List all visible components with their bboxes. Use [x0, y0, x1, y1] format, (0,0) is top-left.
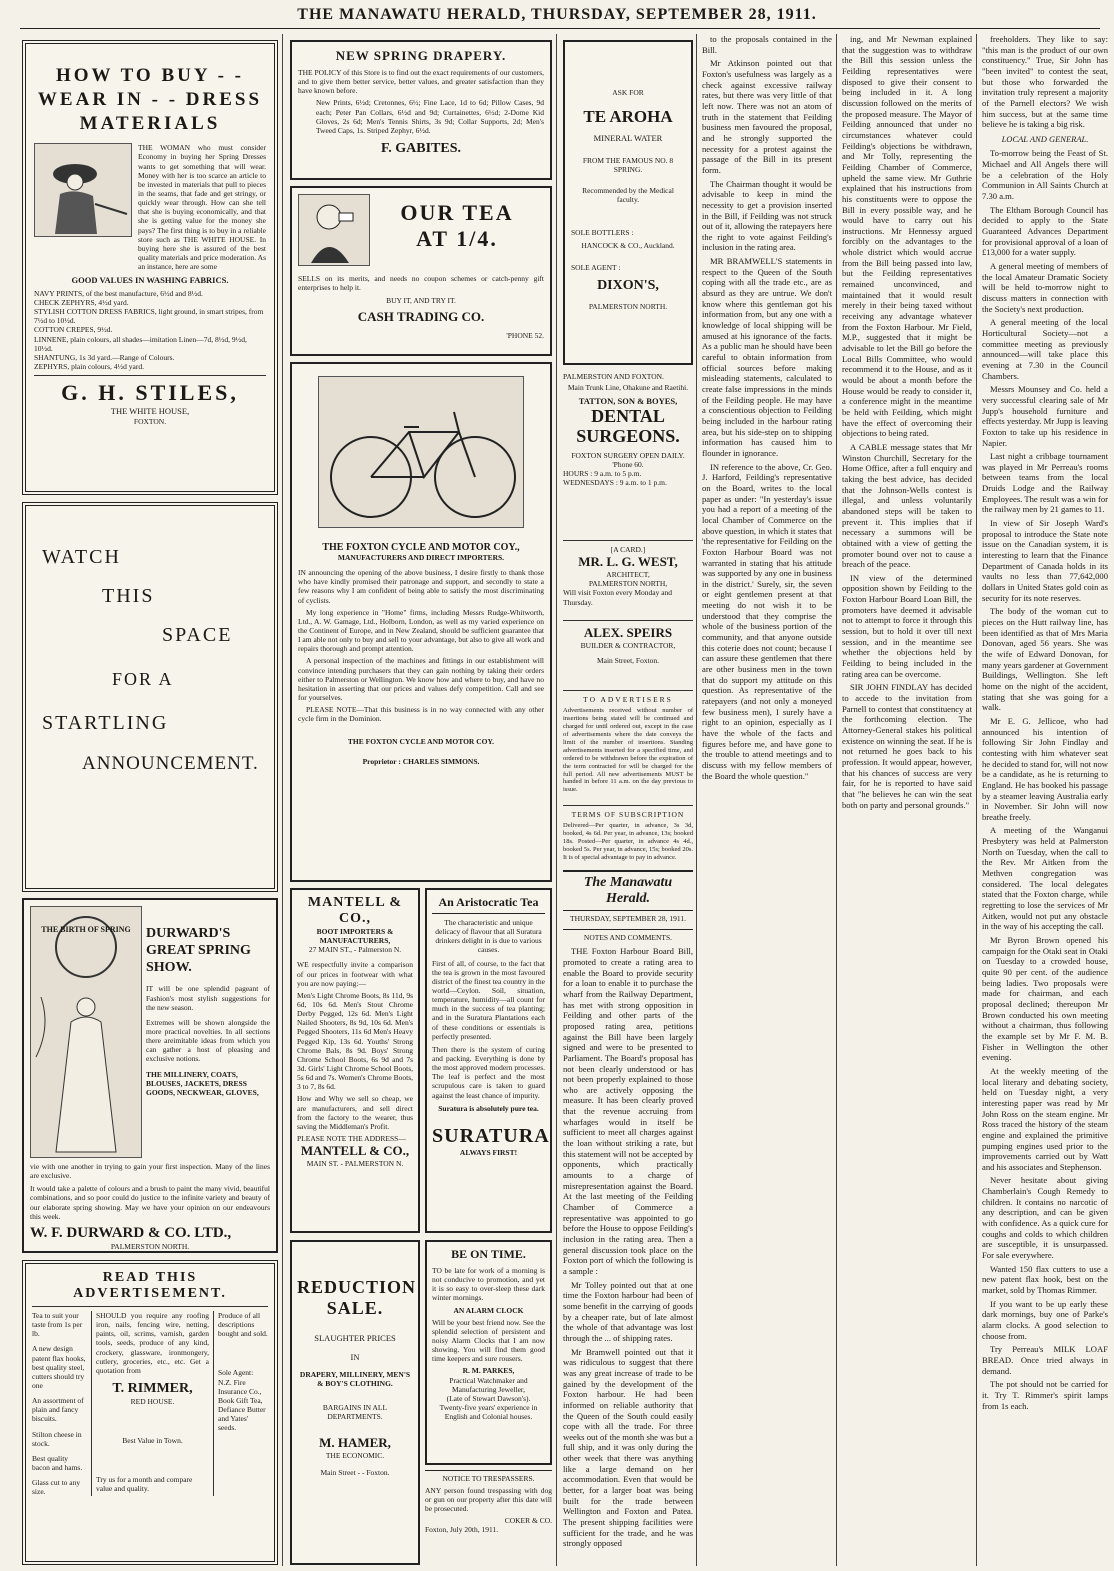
- editorial-column-1: [563, 870, 693, 1566]
- ad-text: Then there is the system of curing and packing. Everything is done by the most approved modern processes. The leaf is perfect and the most scrupulous care is taken to guard against the least chance of impurity.: [432, 1044, 545, 1100]
- ad-line: FROM THE FAMOUS NO. 8 SPRING.: [582, 155, 674, 174]
- paragraph: To-morrow being the Feast of St. Michael and All Angels there will be a celebration of the Holy Communion in All Saints Church at 7.30 a.m.: [982, 148, 1108, 202]
- ad-address: MAIN ST. - PALMERSTON N.: [306, 1159, 404, 1169]
- ad-sub: MINERAL WATER: [593, 133, 663, 144]
- list-item: A new design patent flax hooks, best quality steel, cutters should try one: [32, 1344, 86, 1390]
- ad-text: My long experience in "Home" firms, including Messrs Rudge-Whitworth, Ltd., A. W. Gamage, Ltd., Holborn, London, as well as my varied experience on the Continent of Europe, and in New Zealand, should be sufficient guarantee that I am able not only to buy and sell to your advantage, but also to give all work and repairs thorough and prompt attention.: [298, 607, 544, 654]
- ad-cycle: [290, 362, 552, 882]
- column-rule: [976, 34, 977, 1566]
- ad-suratura: [425, 888, 552, 1233]
- ad-line: SOLE BOTTLERS :: [571, 228, 634, 238]
- ad-line: PALMERSTON NORTH,: [588, 579, 668, 589]
- ad-line: IN: [350, 1351, 360, 1362]
- paragraph: If you want to be up early these dark mornings, buy one of Parke's alarm clocks. A good selection to choose from.: [982, 1298, 1108, 1341]
- ad-text: THE POLICY of this Store is to find out the exact requirements of our customers, and to give them better service, better values, and greater satisfaction than they have known before.: [298, 68, 544, 96]
- article: [842, 34, 972, 810]
- paragraph: Wanted 150 flax cutters to use a new patent flax hook, best on the market, sold by Thomas Rimmer.: [982, 1263, 1108, 1296]
- column-rule: [836, 34, 837, 1566]
- editorial-column-3: [842, 34, 972, 1566]
- watch-line: THIS: [102, 585, 155, 607]
- ad-dress-materials: [22, 40, 278, 495]
- firm-name: MR. L. G. WEST,: [578, 554, 678, 570]
- notice-text: Delivered—Per quarter, in advance, 3s 3d, booked, 4s 6d. Per year, in advance, 13s; booked 18s. Posted—Per quarter, in advance 4s 4d., booked 5s. Per year, in advance, 15s; booked 20s. It is of special advantage to pay in advance.: [563, 822, 693, 861]
- watch-line: SPACE: [162, 624, 233, 646]
- firm-name: R. M. PARKES,: [462, 1366, 515, 1376]
- ad-text: SELLS on its merits, and needs no coupon schemes or catch-penny gift enterprises to help it.: [298, 274, 544, 293]
- firm-sub: THE WHITE HOUSE,: [110, 406, 190, 417]
- ad-line: ASK FOR: [612, 88, 644, 97]
- masthead: THE MANAWATU HERALD, THURSDAY, SEPTEMBER 28, 1911.: [297, 6, 817, 23]
- ad-line: Main Street, Foxton.: [596, 656, 660, 666]
- ad-text: It would take a palette of colours and a brush to paint the many vivid, beautiful combinations, and so poor could do justice to the infinite variety and beauty of our elaborate spring showing. May we have your opinion on our endeavours this week.: [30, 1184, 270, 1221]
- ad-intro: THE WOMAN who must consider Economy in buying her Spring Dresses wants to get something that will wear. Money with her is too scarce an article to be invested in materials that pull to pieces in the seams, that fade and get stringy, or quickly wear through. How can she tell that she is buying economically, and that she is getting value for the money she pays? The first thing is to buy in a reliable store such as THE WHITE HOUSE. In buying here she is assured of the best quality materials and price moderation. As an instance, here are some: [138, 143, 266, 272]
- firm-sub: Practical Watchmaker and Manufacturing Jeweller,: [449, 1375, 528, 1394]
- paragraph: to the proposals contained in the Bill.: [702, 34, 832, 55]
- rimmer-left: [32, 1311, 87, 1496]
- lady-illustration: [34, 143, 132, 237]
- paragraph: A general meeting of the local Horticultural Society—not a committee meeting as previously announced—will take place this evening at 7.30 in the Council Chambers.: [982, 317, 1108, 381]
- ad-text: WE respectfully invite a comparison of our prices in footwear with what you are now paying:—: [297, 960, 413, 988]
- ad-be-on-time: [425, 1240, 552, 1465]
- firm-name: TATTON, SON & BOYES,: [578, 396, 678, 407]
- list-item: CHECK ZEPHYRS, 4½d yard.: [34, 297, 129, 307]
- article: [563, 946, 693, 1549]
- ad-title: OUR TEA: [400, 200, 514, 225]
- ad-gabites: [290, 40, 552, 180]
- firm-name: T. RIMMER,: [112, 1380, 193, 1396]
- firm-sub: THE ECONOMIC.: [325, 1450, 385, 1460]
- firm-name: DIXON'S,: [597, 277, 659, 293]
- try-line: BUY IT, AND TRY IT.: [386, 296, 456, 306]
- ad-durward: [22, 898, 278, 1253]
- notice-title: NOTICE TO TRESPASSERS.: [425, 1470, 552, 1483]
- firm-town: PALMERSTON NORTH.: [110, 1241, 190, 1251]
- editorial-column-2: [702, 34, 832, 1566]
- ad-line: BUILDER & CONTRACTOR,: [580, 641, 676, 650]
- section-heading: NOTES AND COMMENTS.: [563, 929, 693, 942]
- article: [982, 34, 1108, 1411]
- list-item: NAVY PRINTS, of the best manufacture, 6½d and 8½d.: [34, 288, 203, 298]
- section-heading: LOCAL AND GENERAL.: [1001, 133, 1089, 144]
- ad-title: TE AROHA: [583, 107, 673, 127]
- firm-name: M. HAMER,: [319, 1434, 391, 1450]
- ad-title: DENTAL SURGEONS.: [576, 405, 680, 446]
- notice-text: ANY person found trespassing with dog or gun on our property after this date will be prosecuted.: [425, 1486, 552, 1514]
- paragraph: The body of the woman cut to pieces on the Hutt railway line, has been identified as that of Mrs Maria Donovan, aged 56 years. She was the wife of Edward Donovan, for many years gardener at Government Buildings, Wellington. She left home on the night of the accident, stating that she was going for a walk.: [982, 606, 1108, 713]
- list-item: Tea to suit your taste from 1s per lb.: [32, 1311, 83, 1339]
- column-rule: [696, 34, 697, 1566]
- ad-title: An Aristocratic Tea: [432, 895, 545, 914]
- ad-title: THE FOXTON CYCLE AND MOTOR COY.,: [322, 542, 520, 553]
- firm-house: RED HOUSE.: [130, 1396, 175, 1406]
- list-item: LINNENE, plain colours, all shades—imitation Linen—7d, 8½d, 9½d, 10½d.: [34, 334, 247, 353]
- ad-our-tea: [290, 186, 552, 356]
- paper-date: THURSDAY, SEPTEMBER 28, 1911.: [570, 914, 686, 923]
- list-item: Best quality bacon and hams.: [32, 1453, 83, 1472]
- ad-title: NEW SPRING DRAPERY.: [335, 48, 507, 63]
- ad-dentist: [563, 372, 693, 487]
- paragraph: The Eltham Borough Council has decided to apply to the State Guaranteed Advances Department for provisional approval of a loan of £13,000 for a water supply.: [982, 204, 1108, 258]
- firm-name: ALEX. SPEIRS: [583, 625, 673, 640]
- notice-advertisers: [563, 690, 693, 794]
- ad-address: 27 MAIN ST., - Palmerston N.: [308, 945, 402, 955]
- ad-text: A personal inspection of the machines and fittings in our establishment will convince intending purchasers that they can gain nothing by taking their orders either to Palmerston or Wellington. We know how and where to buy, and have no hesitation in asserting that our prices and values defy competition. Call and see for yourselves.: [298, 656, 544, 702]
- ad-title: HOW TO BUY - - WEAR IN - - DRESS MATERIALS: [37, 65, 263, 134]
- article: [702, 34, 832, 781]
- ad-line: HANCOCK & CO., Auckland.: [581, 241, 675, 251]
- ad-line: Recommended by the Medical faculty.: [582, 186, 674, 205]
- ad-te-aroha: [563, 40, 693, 365]
- proprietor: Proprietor : CHARLES SIMMONS.: [362, 756, 480, 766]
- ad-line: SLAUGHTER PRICES: [314, 1333, 396, 1343]
- ad-line: PALMERSTON AND FOXTON.: [563, 372, 664, 381]
- ad-title: SALE.: [326, 1298, 384, 1318]
- brand-tag: ALWAYS FIRST!: [459, 1147, 518, 1157]
- firm-town: FOXTON.: [133, 416, 167, 426]
- list-item: Stilton cheese in stock.: [32, 1429, 82, 1448]
- notice-date: Foxton, July 20th, 1911.: [425, 1524, 499, 1534]
- ad-text: The characteristic and unique delicacy of flavour that all Suratura drinkers delight in is due to various causes.: [435, 918, 542, 955]
- ad-sub: GOOD VALUES IN WASHING FABRICS.: [71, 275, 229, 286]
- paragraph: Mr Bramwell pointed out that it was ridiculous to suggest that there was any great increase of trade to be gained by the development of the Foxton harbour. He had been informed on reliable authority that the Queen of the South could easily cope with all the trade. For three weeks out of the month she was but a full ship, and it was only during the other week that there was anything like a large demand on her accommodation. Even that would be better, for a larger boat was being built for the trade between Wellington and Foxton and Patea. The present shipping facilities were sufficient for the trade, and he was strongly opposed: [563, 1346, 693, 1549]
- firm-exp: Twenty-five years' experience in English and Colonial houses.: [439, 1402, 538, 1422]
- list-item: Glass cut to any size.: [32, 1478, 81, 1497]
- ad-title: AT 1/4.: [416, 226, 498, 251]
- ad-line: Main Trunk Line, Ohakune and Raetihi.: [567, 383, 689, 393]
- firm-name: F. GABITES.: [380, 140, 461, 156]
- ad-list: THE MILLINERY, COATS, BLOUSES, JACKETS, DRESS GOODS, NECKWEAR, GLOVES,: [146, 1069, 259, 1097]
- ad-text: PLEASE NOTE—That this business is in no way connected with any other cycle firm in the Dominion.: [298, 705, 544, 724]
- ad-text: SHOULD you require any roofing iron, nails, fencing wire, netting, paints, oil, scrims, varnish, garden tools, seeds, produce of any kind, crockery, glassware, ironmongery, cutlery, groceries, etc., etc. Get a quotation from: [96, 1311, 209, 1375]
- notice-title: TERMS OF SUBSCRIPTION: [571, 810, 685, 819]
- paragraph: Try Perreau's MILK LOAF BREAD. Once tried always in demand.: [982, 1344, 1108, 1376]
- spring-banner: THE BIRTH OF SPRING: [41, 925, 131, 934]
- list-item: Sole Agent: N.Z. Fire Insurance Co., Book Gift Tea, Defiance Butter and Yates' seeds.: [218, 1368, 266, 1433]
- watch-line: STARTLING: [42, 712, 169, 734]
- notice-text: Advertisements received without number of insertions being stated will be continued and charged for until ordered out, except in the case of advertisements where the date conveys the limit of the number of insertions. Standing advertisements inserted for a specified time, and ordered to be withdrawn before the expiration of the term contracted for will be charged for the full period. All new advertisements MUST be handed in before 11 a.m. on the day previous to issue.: [563, 707, 693, 794]
- ad-text: TO be late for work of a morning is not conducive to promotion, and yet it is so easy to over-sleep these dark winter mornings.: [432, 1266, 545, 1303]
- ad-line: ARCHITECT,: [606, 570, 650, 580]
- ad-sub: BOOT IMPORTERS & MANUFACTURERS,: [316, 927, 394, 946]
- ad-line: FOXTON SURGERY OPEN DAILY.: [571, 450, 685, 460]
- firm-name: THE FOXTON CYCLE AND MOTOR COY.: [347, 737, 495, 747]
- paragraph: MR BRAMWELL'S statements in respect to the Queen of the South coping with all the trade etc., are as absurd as they are untrue. We don't know where this gentleman got his information from, but any one with a knowledge of local shipping will be amused at his ignorance of the facts. As a public man he should have been careful to obtain information from official sources before making misleading statements, calculated to create false impressions in the minds of the Feilding people. He may have a conscientious objection to Feilding being included in the harbour rating area, but his side-step on to shipping information has caused him to flounder in ignorance.: [702, 256, 832, 458]
- paragraph: IN reference to the above, Cr. Geo. J. Harford, Feilding's representative on the Board, writes to the local paper as under: "In yesterday's issue you had a report of a meeting of the local Chamber of Commerce on the above question, in which it states that 'the representative for Feilding on the Foxton Harbour Board was not warranted in stating that his attitude was supported by any one in business in the district.' Surely, sir, the seven or eight gentlemen present at that meeting do not wish it to be understood that they comprise the whole of the business portion of the community, and that anyone outside this coterie does not count; because I can assure these gentlemen that there are other business men in the town that do support my attitude on this question. As representative of the ratepayers (and not only a moneyed few business men), I surely have a right to an opinion, especially as I have the whole of the facts and figures before me, and have gone to the trouble to attend meetings and to discuss with my fellow members of the Board the whole question.": [702, 461, 832, 781]
- paragraph: Mr Tolley pointed out that at one time the Foxton harbour had been of some benefit in the carrying of goods by a cheaper rate, but of late almost the whole of that advantage was lost through the ... of shipping rates.: [563, 1279, 693, 1343]
- ad-west: [563, 540, 693, 607]
- ad-text: Will be your best friend now. See the splendid selection of persistent and noisy Alarm Clocks that I am now showing. You will find them good time keepers and sure rousers.: [432, 1317, 545, 1364]
- brand-name: SURATURA: [432, 1124, 550, 1147]
- ad-list: New Prints, 6½d; Cretonnes, 6½; Fine Lace, 1d to 6d; Pillow Cases, 9d each; Peter Pan Collars, 6½d and 9d; Curtainettes, 6½d; 2-Dome Kid Gloves, 2s 6d; Men's Tennis Shirts, 3s 9d; Collar Supports, 2d; Men's Tweed Caps, 1s. Striped Zephyr, 6½d.: [316, 98, 544, 135]
- paragraph: Mr Atkinson pointed out that Foxton's usefulness was largely as a check against excessive railway rates, but there was very little of that left now. There was not an atom of truth in the statement that Feilding business men favoured the proposal, and he strongly supported the necessity for a protest against the passage of the Bill in its present form.: [702, 58, 832, 175]
- list-item: SHANTUNG, 1s 3d yard.—Range of Colours.: [34, 352, 175, 362]
- notice-trespassers: [425, 1470, 552, 1565]
- ad-line: HOURS : 9 a.m. to 5 p.m.: [563, 468, 642, 478]
- firm-name: MANTELL & CO.,: [300, 1143, 410, 1159]
- ad-rimmer: [22, 1260, 278, 1565]
- paragraph: At the weekly meeting of the local literary and debating society, held on Tuesday night, a very interesting paper was read by Mr John Ross on the steam engine. Mr Ross traced the history of the steam engine and explained the primitive pumping engines used prior to the improvements carried out by Watt and his associates and Stephenson.: [982, 1065, 1108, 1172]
- firm-late: (Late of Stewart Dawson's).: [446, 1393, 531, 1403]
- notice-title: TO ADVERTISERS: [583, 695, 673, 704]
- paragraph: Messrs Mounsey and Co. held a very successful clearing sale of Mr Jupp's household furniture and effects yesterday. Mr Jupp is leaving Foxton to take up his residence in Napier.: [982, 384, 1108, 448]
- ad-line: Will visit Foxton every Monday and Thursday.: [563, 588, 673, 607]
- ad-sub: MANUFACTURERS AND DIRECT IMPORTERS.: [337, 553, 505, 562]
- paragraph: THE Foxton Harbour Board Bill, promoted to create a rating area to enable the Board to provide security for a loan to enable it to purchase the wharf from the Railway Department, has met with strong opposition in Feilding and other parts of the proposed rating area, petitions against the Bill have been largely signed and were to be presented to Parliament. The Board's proposal has not been clearly understood or has not been properly explained to those who are actively opposing the measure. It has been clearly proved that the revenue accruing from wharfages would in itself be sufficient to meet all charges against the loan without striking a rate, but this statement will not be accepted by opponents, which practically amounts to a charge of misrepresentation against the Board. At the last meeting of the Feilding Chamber of Commerce a representative was appointed to go before the House to oppose Feilding's inclusion in the rating area. Then a general discussion took place on the Foxton port of which the following is a sample :: [563, 946, 693, 1276]
- ad-title: BE ON TIME.: [451, 1247, 526, 1261]
- ad-note: PLEASE NOTE THE ADDRESS—: [297, 1133, 406, 1143]
- spring-illustration: [30, 906, 142, 1158]
- editorial-column-4: [982, 34, 1108, 1566]
- ad-line: WEDNESDAYS : 9 a.m. to 1 p.m.: [563, 477, 667, 487]
- ad-mantell: [290, 888, 420, 1233]
- best-value: Best Value in Town.: [122, 1436, 183, 1446]
- ad-sub: AN ALARM CLOCK: [453, 1305, 524, 1315]
- ad-text: vie with one another in trying to gain your first inspection. Many of the lines are exclusive.: [30, 1162, 270, 1181]
- firm-town: PALMERSTON NORTH.: [588, 301, 668, 311]
- firm-name: CASH TRADING CO.: [357, 309, 485, 325]
- list-item: COTTON CREPES, 9½d.: [34, 325, 113, 335]
- ad-title: MANTELL & CO.,: [307, 895, 403, 926]
- paragraph: A meeting of the Wanganui Presbytery was held at Palmerston North on Tuesday, when the call to the Rev. Mr Aitken from the Methven congregation was considered. The local delegates stated that the Foxton charge, while regretting to lose the services of Mr Aitken, would not put any obstacle in the way of his accepting the call.: [982, 825, 1108, 932]
- watch-line: FOR A: [112, 669, 174, 689]
- notice-firm: COKER & CO.: [504, 1515, 552, 1525]
- masthead-rule: [20, 28, 1100, 29]
- paper-name: The Manawatu Herald.: [563, 870, 693, 911]
- bicycle-illustration: [318, 376, 524, 528]
- trial-note: Try us for a month and compare value and quality.: [96, 1475, 193, 1494]
- paragraph: ing, and Mr Newman explained that the suggestion was to withdraw the Bill this session unless the Feilding representatives were disposed to give their consent to being included in it. A long discussion followed on the merits of the proposed measure. The Mayor of Feilding announced that under no circumstances whatever could Feilding's objections be withdrawn, and Mr Tolly, representing the Feilding Chamber of Commerce, upheld the same view. Mr Guthrie explained that his instructions from his constituents were to oppose the Bill in every possible way, and he would have to carry out his instructions. Mr Hennessy argued forcibly on the advantages to the whole district which would accrue from the Bill being passed into law, but the Feilding representatives remained unconvinced, and maintained that it would result merely in their being taxed without receiving any advantage whatever from the Foxton Harbour. Mr Field, M.P., suggested that it might be advisable to let the Bill go before the Local Bills Committee, who would recommend it to the House, and as it would be about a month before the House would be ready to consider it, a conference might in the meantime be held with Feilding, which might have the effect of overcoming their objections to being rated.: [842, 34, 972, 439]
- list-item: STYLISH COTTON DRESS FABRICS, light ground, in smart stripes, from 7½d to 10½d.: [34, 307, 264, 326]
- ad-text: Suratura is absolutely pure tea.: [438, 1103, 539, 1113]
- phone: 'PHONE 52.: [506, 331, 544, 341]
- column-rule: [282, 34, 283, 1566]
- ad-watch-this-space: [22, 502, 278, 892]
- paragraph: The Chairman thought it would be advisable to keep in mind the necessity to get a provision inserted in the Bill, if Feilding was not struck out of it, allowing the ratepayers here the right to vote against Feilding's inclusion in the rating area.: [702, 178, 832, 253]
- ad-title: READ THIS ADVERTISEMENT.: [73, 1270, 227, 1301]
- paragraph: A general meeting of members of the local Amateur Dramatic Society will be held to-morrow night to discuss matters in connection with the Society's next production.: [982, 261, 1108, 314]
- man-drinking-illustration: [298, 194, 370, 266]
- notice-subscription: [563, 805, 693, 862]
- list-item: ZEPHYRS, plain colours, 4½d yard.: [34, 361, 144, 371]
- paragraph: The pot should not be carried for it. Try T. Rimmer's spirit lamps from 1s each.: [982, 1379, 1108, 1411]
- ad-text: How and Why we sell so cheap, we are manufacturers, and sell direct from the factory to the wearer, thus saving the Middleman's Profit.: [297, 1094, 413, 1131]
- list-item: An assortment of plain and fancy biscuits.: [32, 1396, 84, 1424]
- ad-title: DURWARD'S GREAT SPRING SHOW.: [146, 926, 251, 975]
- paragraph: SIR JOHN FINDLAY has decided to accede to the invitation from Parnell to contest that constituency at the forthcoming election. The Attorney-General stakes his political existence on winning the seat. If he is not returned he goes back to his profession. It would appear, however, that his chances of success are very fair, for he is reported to have said that "he believes he can win the seat both on party and personal grounds.": [842, 682, 972, 810]
- paragraph: Last night a cribbage tournament was played in Mr Perreau's rooms between teams from the local Druids Lodge and the Railway Employees. The result was a win for the railway men by 21 games to 11.: [982, 451, 1108, 515]
- paragraph: Mr Byron Brown opened his campaign for the Otaki seat in Otaki on Tuesday to a crowded house, quite 90 per cent. of the audience being ladies. Two proposals were made for chairman, and each proposal declined; thereupon Mr Brown conducted his own meeting without a chairman, thus following the example set by Mr F. M. B. Fisher in Wellington the other evening.: [982, 935, 1108, 1063]
- paragraph: Mr E. G. Jellicoe, who had announced his intention of following Sir John Findlay and contesting with him whatever seat he decided to stand for, will not now be a candidate, as he is returning to England. He has booked his passage by a steamer leaving Australia early in November. Sir John will now breathe freely.: [982, 715, 1108, 822]
- ad-reduction: [290, 1240, 420, 1565]
- rimmer-right: [218, 1311, 268, 1496]
- ad-line: BARGAINS IN ALL DEPARTMENTS.: [322, 1402, 388, 1421]
- paragraph: A CABLE message states that Mr Winston Churchill, Secretary for the Home Office, after a full enquiry and taking the best advice, has decided that the Johnson-Wells contest is illegal, and unless voluntarily abandoned steps will be taken to prevent it. This implies that if necessary a summons will be obtained with a view of getting the promoter bound over not to cause a breach of the peace.: [842, 441, 972, 570]
- ad-text: Extremes will be shown alongside the more practical novelties. In all sections there areimitable ideas from which you can gather a host of pleasing and exclusive notions.: [146, 1017, 270, 1064]
- list-item: Produce of all descriptions bought and sold.: [218, 1311, 268, 1339]
- ad-line: DRAPERY, MILLINERY, MEN'S & BOY'S CLOTHING.: [299, 1370, 411, 1389]
- column-rule: [556, 34, 557, 1566]
- ad-text: Men's Light Chrome Boots, 8s 11d, 9s 6d, 10s 6d. Men's Stout Chrome Derby Pegged, 12s 6d. Men's Light Nailed Shooters, 8s 9d, 10s 6d. Men's Pegged Shooters, 11s 6d Men's Heavy Pegged Kip, 13s 6d. Youths' Strong Chrome Bals, 8s 9d. Boys' Strong Chrome School Boots, 6s 9d and 7s 3d. Girls' Light Chrome School Boots, 5s 6d and 7s. Women's Chrome Boots, 3 to 7, 8s 6d.: [297, 990, 413, 1092]
- ad-address: Main Street - - Foxton.: [320, 1467, 390, 1477]
- ad-title: REDUCTION: [297, 1277, 417, 1297]
- ad-line: SOLE AGENT :: [571, 262, 621, 272]
- ad-text: IT will be one splendid pageant of Fashion's most stylish suggestions for the new season.: [146, 984, 270, 1012]
- ad-text: IN announcing the opening of the above business, I desire firstly to thank those who have kindly promised their patronage and support, and secondly to state a few reasons why I am confident of being able to satisfy the most discriminating of cyclists.: [298, 568, 544, 605]
- paragraph: IN view of the determined opposition shown by Feilding to the Foxton Harbour Board Loan Bill, the promoters have deemed it advisable not to attempt to force it through this session, but to hold it over till next session, and in the meantime see whether the objections held by Feilding to being included in the rating area can be overcome.: [842, 572, 972, 679]
- ad-text: First of all, of course, to the fact that the tea is grown in the most favoured district of the finest tea country in the world—Ceylon. Soil, situation, temperature, humidity—all count for much in the success of tea planting; and in the Suratura Plantations each of these conditions or essentials is perfectly presented.: [432, 958, 545, 1041]
- fabric-list: [34, 289, 266, 371]
- ad-speirs: [563, 620, 693, 665]
- watch-line: WATCH: [42, 546, 121, 568]
- ad-line: [A CARD.]: [610, 545, 646, 554]
- ad-line: 'Phone 60.: [612, 459, 644, 469]
- watch-line: ANNOUNCEMENT.: [82, 753, 259, 774]
- paragraph: In view of Sir Joseph Ward's proposal to introduce the State note issue on the Canadian system, it is interesting to learn that the Finance Department of Canada holds in its vaults no less than 77,642,000 dollars in United States gold coin as security for its note reserves.: [982, 518, 1108, 603]
- firm-name: W. F. DURWARD & CO. LTD.,: [30, 1224, 232, 1241]
- paragraph: Never hesitate about giving Chamberlain's Cough Remedy to children. It contains no narcotic of any description, and can be given with confidence. As a quick cure for coughs and colds to which children are susceptible, it is unsurpassed. For sale everywhere.: [982, 1175, 1108, 1261]
- paragraph: freeholders. They like to say: "this man is the product of our own constituency." True, Sir John has "been invited" to contest the seat, but those who forwarded the invitation truly represent a majority of the Parnell electors? We wish him success, but at the same time believe he is taking a big risk.: [982, 34, 1108, 130]
- firm-name: G. H. STILES,: [61, 380, 239, 406]
